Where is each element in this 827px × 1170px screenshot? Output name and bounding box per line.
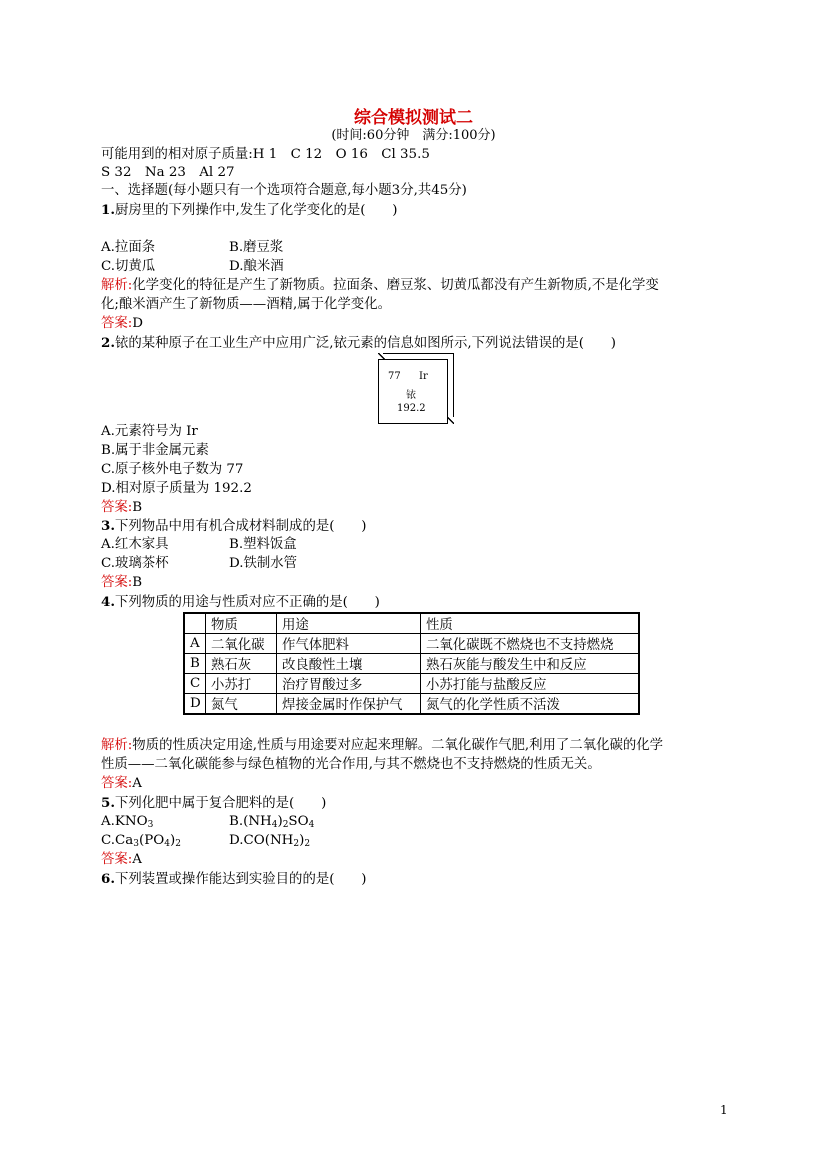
table-header-cell: 物质: [206, 613, 277, 634]
atomic-mass: 192.2: [397, 403, 426, 414]
q3-options-row-1: [101, 536, 297, 554]
page-subtitle: (时间:60分钟 满分:100分): [331, 128, 496, 143]
question-number: 5.: [101, 795, 115, 811]
table-cell: A: [184, 634, 206, 654]
table-cell: 氮气的化学性质不活泼: [421, 694, 640, 715]
q5-options-row-2: [101, 832, 311, 853]
option-a: A.红木家具: [101, 537, 169, 552]
table-cell: 熟石灰能与酸发生中和反应: [421, 654, 640, 674]
option-d: D.酿米酒: [229, 259, 284, 274]
element-symbol: Ir: [419, 371, 428, 382]
table-cell: 治疗胃酸过多: [277, 674, 421, 694]
table-cell: 小苏打: [206, 674, 277, 694]
question-2: [101, 334, 616, 353]
page-title: 综合模拟测试二: [354, 108, 473, 128]
q4-answer: [101, 775, 142, 793]
table-header-cell: 用途: [277, 613, 421, 634]
question-number: 3.: [101, 518, 115, 534]
answer-value: A: [132, 776, 142, 791]
atomic-masses-line-2: S 32 Na 23 Al 27: [101, 165, 235, 180]
question-4: [101, 593, 380, 612]
answer-value: B: [132, 500, 143, 515]
option-a: $A.KNO_3$: [101, 814, 154, 830]
option-b: B.塑料饭盒: [229, 537, 297, 552]
table-header-cell: [184, 613, 206, 634]
table-header-cell: 性质: [421, 613, 640, 634]
analysis-text: 化学变化的特征是产生了新物质。拉面条、磨豆浆、切黄瓜都没有产生新物质,不是化学变: [132, 278, 659, 293]
table-row: [184, 674, 639, 694]
question-1: [101, 201, 398, 220]
question-5: [101, 794, 326, 813]
q2-option-c: C.原子核外电子数为 77: [101, 462, 244, 477]
table-cell: 二氧化碳既不燃烧也不支持燃烧: [421, 634, 640, 654]
table-cell: 二氧化碳: [206, 634, 277, 654]
properties-table: [183, 612, 640, 715]
answer-label: 答案:: [101, 852, 133, 867]
question-stem: 厨房里的下列操作中,发生了化学变化的是( ): [114, 203, 398, 218]
q5-answer: [101, 851, 142, 869]
analysis-text: 物质的性质决定用途,性质与用途要对应起来理解。二氧化碳作气肥,利用了二氧化碳的化学: [132, 738, 664, 753]
table-cell: D: [184, 694, 206, 715]
section-heading: 一、选择题(每小题只有一个选项符合题意,每小题3分,共45分): [101, 183, 467, 198]
table-cell: 小苏打能与盐酸反应: [421, 674, 640, 694]
q1-options-row-1: [101, 239, 284, 257]
option-d: $D.CO(NH_2)_2$: [229, 833, 311, 849]
analysis-label: 解析:: [101, 278, 133, 293]
q4-analysis-line-1: [101, 737, 663, 755]
q1-analysis-line-2: 化;酿米酒产生了新物质——酒精,属于化学变化。: [101, 297, 391, 312]
question-stem: 下列化肥中属于复合肥料的是( ): [114, 796, 327, 811]
answer-value: B: [132, 575, 143, 590]
answer-label: 答案:: [101, 316, 133, 331]
q1-answer: [101, 315, 143, 333]
table-cell: 焊接金属时作保护气: [277, 694, 421, 715]
question-number: 2.: [101, 335, 115, 351]
table-cell: 作气体肥料: [277, 634, 421, 654]
option-c: C.玻璃茶杯: [101, 556, 169, 571]
option-a: A.拉面条: [101, 240, 156, 255]
question-number: 1.: [101, 202, 115, 218]
question-stem: 下列物质的用途与性质对应不正确的是( ): [114, 595, 380, 610]
element-card-face: [378, 359, 448, 424]
answer-label: 答案:: [101, 776, 133, 791]
question-number: 4.: [101, 594, 115, 610]
answer-value: D: [132, 316, 144, 331]
option-b: $B.(NH_4)_2SO_4$: [229, 814, 315, 830]
question-number: 6.: [101, 871, 115, 887]
q3-answer: [101, 574, 142, 592]
atomic-number: 77: [388, 371, 401, 382]
q1-options-row-2: [101, 258, 284, 276]
page-number: 1: [720, 1103, 728, 1117]
answer-label: 答案:: [101, 500, 133, 515]
question-3: [101, 517, 366, 536]
table-row: [184, 654, 639, 674]
question-stem: 下列物品中用有机合成材料制成的是( ): [114, 519, 367, 534]
q4-analysis-line-2: 性质——二氧化碳能参与绿色植物的光合作用,与其不燃烧也不支持燃烧的性质无关。: [101, 757, 601, 772]
q5-options-row-1: [101, 813, 315, 834]
question-6: [101, 870, 366, 889]
q2-answer: [101, 499, 142, 517]
table-header-row: [184, 613, 639, 634]
table-cell: 改良酸性土壤: [277, 654, 421, 674]
q3-options-row-2: [101, 555, 298, 573]
answer-label: 答案:: [101, 575, 133, 590]
table-row: [184, 634, 639, 654]
table-cell: 熟石灰: [206, 654, 277, 674]
q2-option-b: B.属于非金属元素: [101, 443, 209, 458]
q2-option-a: A.元素符号为 Ir: [101, 424, 198, 439]
option-c: C.切黄瓜: [101, 259, 156, 274]
q1-analysis-line-1: [101, 277, 659, 295]
question-stem: 铱的某种原子在工业生产中应用广泛,铱元素的信息如图所示,下列说法错误的是( ): [114, 336, 617, 351]
table-cell: C: [184, 674, 206, 694]
q2-option-d: D.相对原子质量为 192.2: [101, 481, 252, 496]
option-d: D.铁制水管: [229, 556, 298, 571]
table-cell: 氮气: [206, 694, 277, 715]
element-name: 铱: [406, 390, 416, 401]
question-stem: 下列装置或操作能达到实验目的的是( ): [114, 872, 367, 887]
atomic-masses-line-1: 可能用到的相对原子质量:H 1 C 12 O 16 Cl 35.5: [101, 147, 430, 162]
analysis-label: 解析:: [101, 738, 133, 753]
table-row: [184, 694, 639, 715]
answer-value: A: [132, 852, 142, 867]
option-b: B.磨豆浆: [229, 240, 284, 255]
table-cell: B: [184, 654, 206, 674]
option-c: $C.Ca_3(PO_4)_2$: [101, 833, 181, 849]
